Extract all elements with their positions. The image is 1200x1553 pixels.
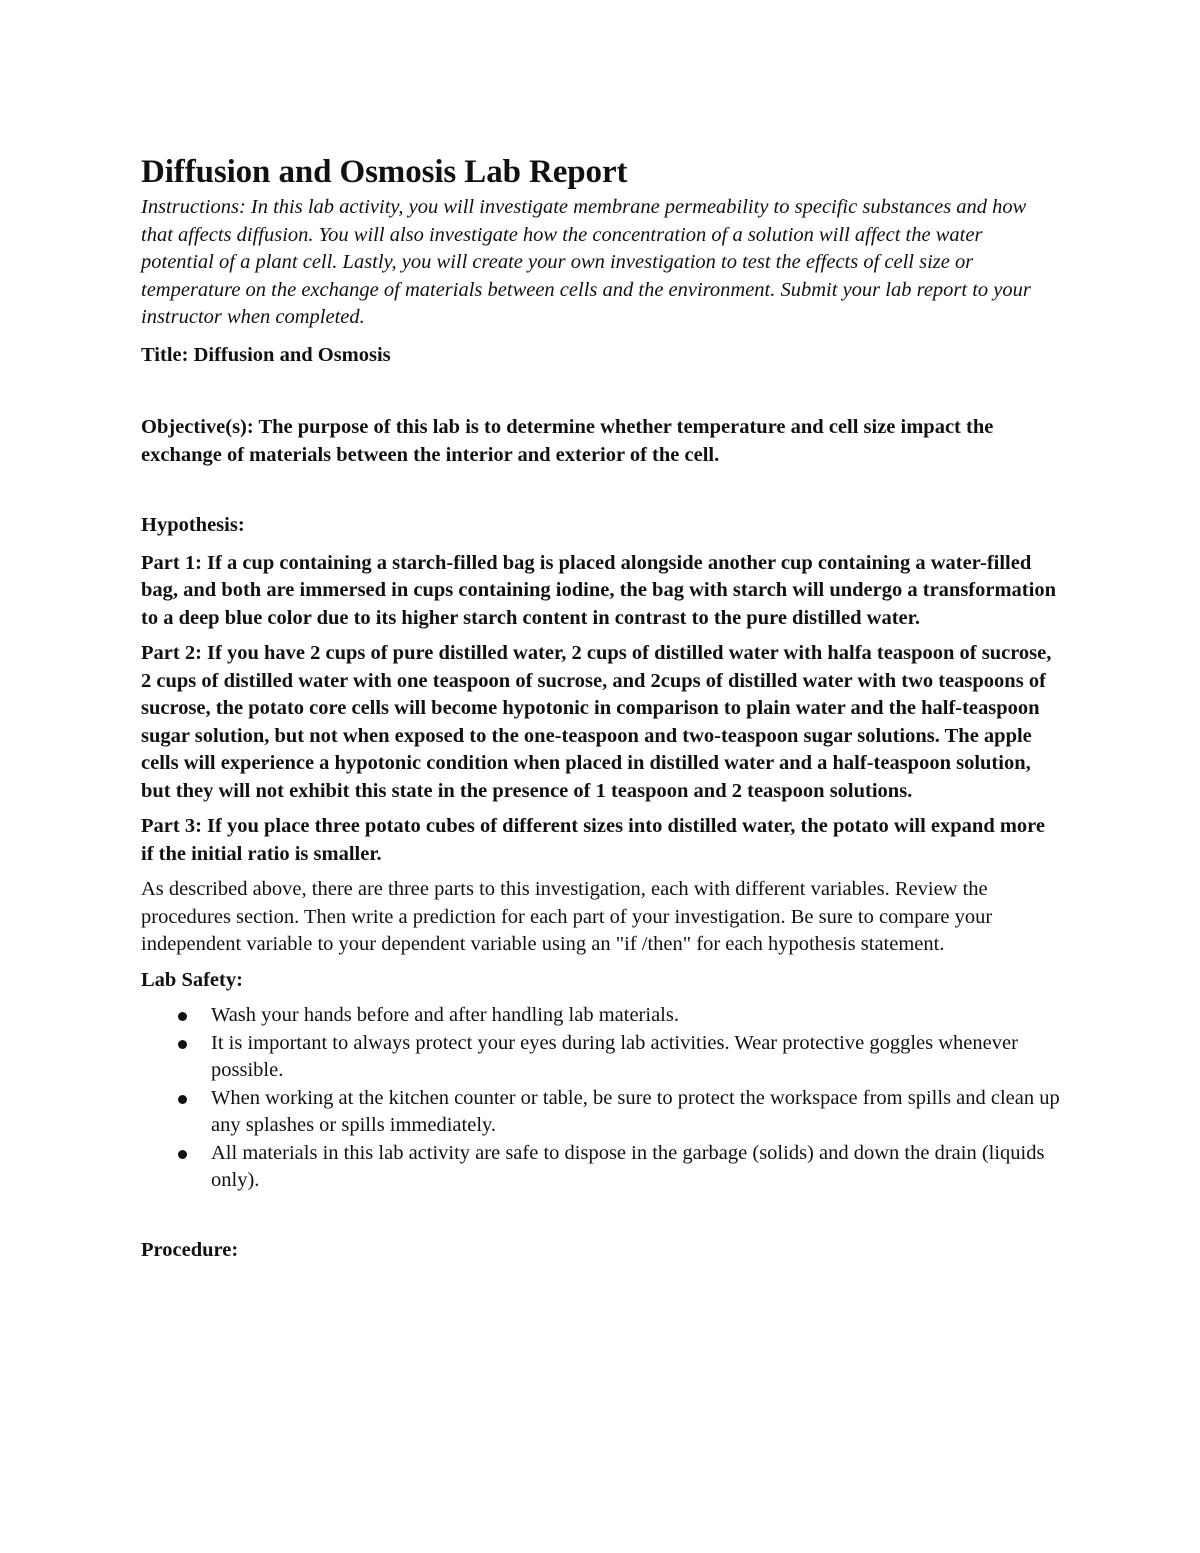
hypothesis-note: As described above, there are three parts to this investigation, each with different variables. Review the procedures section. Then write a prediction for each part of your investigation. Be sure to compare your independent variable to your dependent variable using an "if /then" for each hypothesis statement. xyxy=(141,878,993,955)
list-item xyxy=(141,1140,1060,1195)
list-item xyxy=(141,1085,1060,1140)
list-item xyxy=(141,1030,1060,1085)
hypothesis-part-2: Part 2: If you have 2 cups of pure distilled water, 2 cups of distilled water with halfa teaspoon of sucrose, 2 cups of distilled water with one teaspoon of sucrose, and 2cups of distilled water with two teaspoons of sucrose, the potato core cells will become hypotonic in comparison to plain water and the half-teaspoon sugar solution, but not when exposed to the one-teaspoon and two-teaspoon sugar solutions. The apple cells will experience a hypotonic condition when placed in distilled water and a half-teaspoon solution, but they will not exhibit this state in the presence of 1 teaspoon and 2 teaspoon solutions. xyxy=(141,642,1052,802)
list-item-text: All materials in this lab activity are safe to dispose in the garbage (solids) and down the drain (liquids only). xyxy=(211,1141,1045,1191)
hypothesis-part-3: Part 3: If you place three potato cubes of different sizes into distilled water, the potato will expand more if the initial ratio is smaller. xyxy=(141,815,1046,865)
bullet-icon xyxy=(178,1012,187,1021)
list-item-text: It is important to always protect your eyes during lab activities. Wear protective goggles whenever possible. xyxy=(211,1031,1018,1081)
bullet-icon xyxy=(178,1040,187,1049)
list-item xyxy=(141,1002,1060,1030)
bullet-icon xyxy=(178,1150,187,1159)
lab-safety-list xyxy=(141,1002,1060,1195)
bullet-icon xyxy=(178,1095,187,1104)
list-item-text: Wash your hands before and after handling lab materials. xyxy=(211,1004,679,1026)
procedure-heading: Procedure: xyxy=(141,1238,239,1261)
title-field: Title: Diffusion and Osmosis xyxy=(141,343,391,366)
hypothesis-heading: Hypothesis: xyxy=(141,514,245,536)
hypothesis-part-1: Part 1: If a cup containing a starch-filled bag is placed alongside another cup containing a water-filled bag, and both are immersed in cups containing iodine, the bag with starch will undergo a transformation to a deep blue color due to its higher starch content in contrast to the pure distilled water. xyxy=(141,551,1056,629)
list-item-text: When working at the kitchen counter or table, be sure to protect the workspace from spills and clean up any splashes or spills immediately. xyxy=(211,1086,1060,1136)
document-title: Diffusion and Osmosis Lab Report xyxy=(141,154,628,190)
objective-field: Objective(s): The purpose of this lab is to determine whether temperature and cell size impact the exchange of materials between the interior and exterior of the cell. xyxy=(141,416,994,466)
instructions-paragraph: Instructions: In this lab activity, you will investigate membrane permeability to specific substances and how that affects diffusion. You will also investigate how the concentration of a solution will affect the water potential of a plant cell. Lastly, you will create your own investigation to test the effects of cell size or temperature on the exchange of materials between cells and the environment. Submit your lab report to your instructor when completed. xyxy=(141,196,1031,328)
lab-safety-heading: Lab Safety: xyxy=(141,968,243,991)
